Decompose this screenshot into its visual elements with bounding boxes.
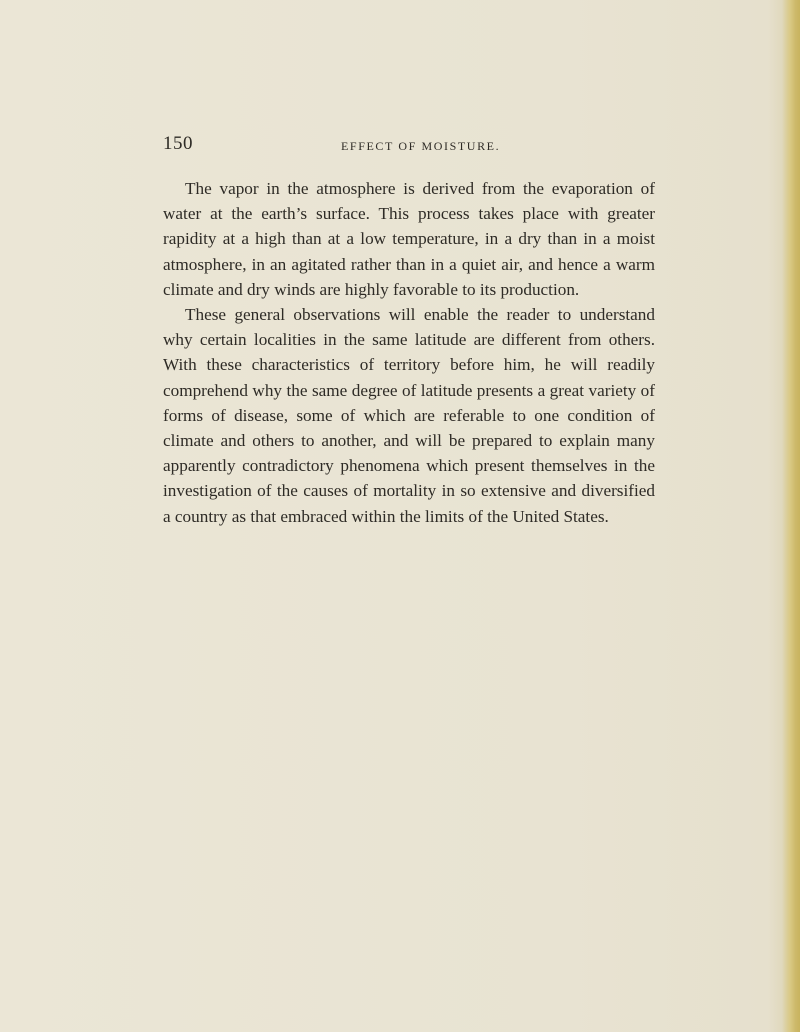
page-edge-shadow bbox=[782, 0, 800, 1032]
page-header bbox=[163, 133, 655, 159]
body-text bbox=[163, 176, 655, 529]
running-head: EFFECT OF MOISTURE. bbox=[341, 139, 501, 153]
paragraph: The vapor in the atmosphere is derived from the evaporation of water at the earth’s surface. This process takes place with greater rapidity at a high than at a low temperature, in a dry than in a moist atmosphere, in an agitated rather than in a quiet air, and hence a warm climate and dry winds are highly favorable to its production. bbox=[163, 179, 655, 299]
page-number: 150 bbox=[163, 133, 193, 154]
paragraph: These general observations will enable the reader to understand why certain localities in the same latitude are different from others. With these characteristics of territory before him, he will readily comprehend why the same degree of latitude presents a great variety of forms of disease, some of which are referable to one condition of climate and others to another, and will be prepared to explain many apparently contradictory phenomena which present themselves in the investigation of the causes of mortality in so extensive and diversified a country as that embraced within the limits of the United States. bbox=[163, 305, 655, 526]
